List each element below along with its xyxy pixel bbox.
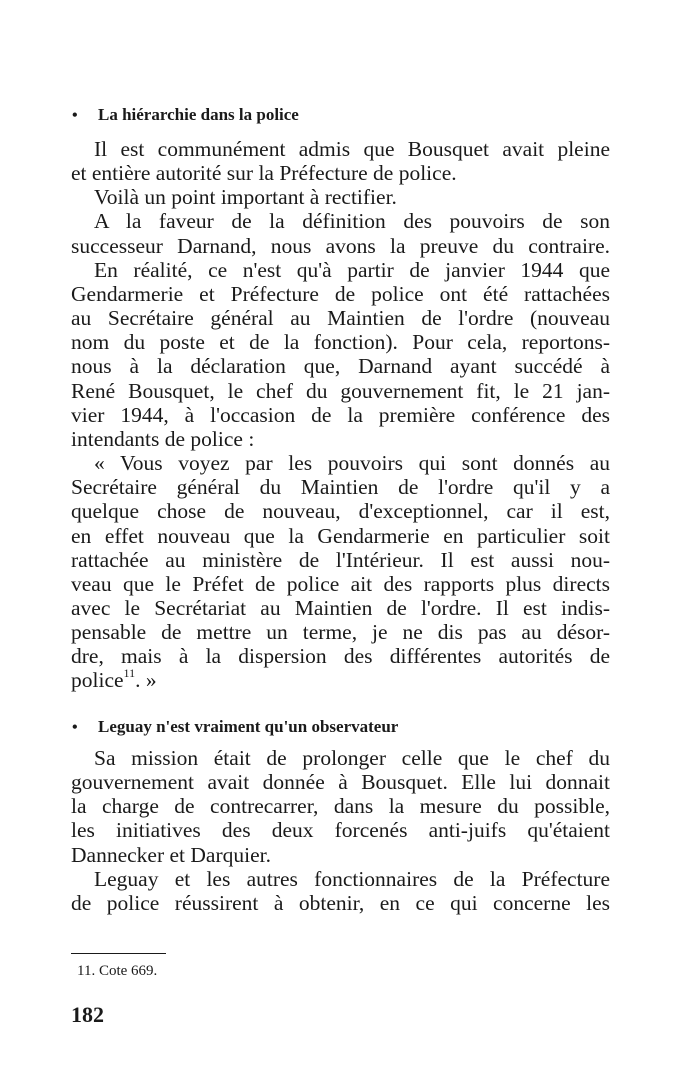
text-line: nom du poste et de la fonction). Pour cela, reportons- — [71, 330, 610, 355]
section-heading-text: La hiérarchie dans la police — [98, 105, 299, 124]
text-line: A la faveur de la définition des pouvoirs de son — [94, 209, 610, 234]
text-line: En réalité, ce n'est qu'à partir de janvier 1944 que — [94, 257, 610, 282]
bullet-icon: • — [72, 107, 78, 124]
text-line: Sa mission était de prolonger celle que le chef du — [94, 746, 610, 770]
text-line: dre, mais à la dispersion des différentes autorités de — [71, 644, 610, 669]
section-heading-text: Leguay n'est vraiment qu'un observateur — [98, 717, 399, 736]
section-heading-hierarchie — [72, 105, 299, 126]
text-line: au Secrétaire général au Maintien de l'ordre (nouveau — [71, 306, 610, 331]
text-line: Dannecker et Darquier. — [71, 842, 271, 867]
quote-end-text: police — [71, 668, 124, 693]
text-line: Il est communément admis que Bousquet avait pleine — [94, 137, 610, 161]
text-line: la charge de contrecarrer, dans la mesure du possible, — [71, 794, 610, 819]
text-line: les initiatives des deux forcenés anti-juifs qu'étaient — [71, 818, 610, 843]
section-heading-leguay — [72, 717, 398, 738]
text-line: « Vous voyez par les pouvoirs qui sont donnés au — [94, 451, 610, 476]
bullet-icon: • — [72, 719, 78, 736]
text-line: Secrétaire général du Maintien de l'ordre qu'il y a — [71, 475, 610, 500]
text-line: nous à la déclaration que, Darnand ayant succédé à — [71, 354, 610, 379]
text-line: en effet nouveau que la Gendarmerie en particulier soit — [71, 523, 610, 548]
quote-end-mark: . » — [135, 668, 157, 693]
text-line: Gendarmerie et Préfecture de police ont été rattachées — [71, 281, 610, 306]
text-line: quelque chose de nouveau, d'exceptionnel, car il est, — [71, 499, 610, 524]
text-line: Voilà un point important à rectifier. — [94, 185, 397, 210]
text-line: de police réussirent à obtenir, en ce qui concerne les — [71, 890, 610, 915]
text-line: rattachée au ministère de l'Intérieur. Il est aussi nou- — [71, 547, 610, 572]
text-line: avec le Secrétariat au Maintien de l'ordre. Il est indis- — [71, 595, 610, 620]
text-line: gouvernement avait donnée à Bousquet. Elle lui donnait — [71, 770, 610, 795]
footnote-divider — [71, 953, 166, 954]
text-line: intendants de police : — [71, 426, 255, 451]
text-line — [71, 668, 610, 692]
text-line: et entière autorité sur la Préfecture de police. — [71, 161, 457, 186]
text-line: vier 1944, à l'occasion de la première conférence des — [71, 402, 610, 427]
paragraph — [71, 746, 610, 915]
text-line: René Bousquet, le chef du gouvernement fit, le 21 jan- — [71, 378, 610, 403]
footnote: 11. Cote 669. — [77, 963, 158, 979]
paragraph — [71, 137, 610, 693]
text-line: veau que le Préfet de police ait des rapports plus directs — [71, 571, 610, 596]
page-number: 182 — [71, 1002, 104, 1027]
footnote-ref: 11 — [123, 666, 136, 681]
text-line: Leguay et les autres fonctionnaires de la Préfecture — [94, 866, 610, 891]
text-line: pensable de mettre un terme, je ne dis pas au désor- — [71, 620, 610, 645]
text-line: successeur Darnand, nous avons la preuve du contraire. — [71, 233, 610, 258]
